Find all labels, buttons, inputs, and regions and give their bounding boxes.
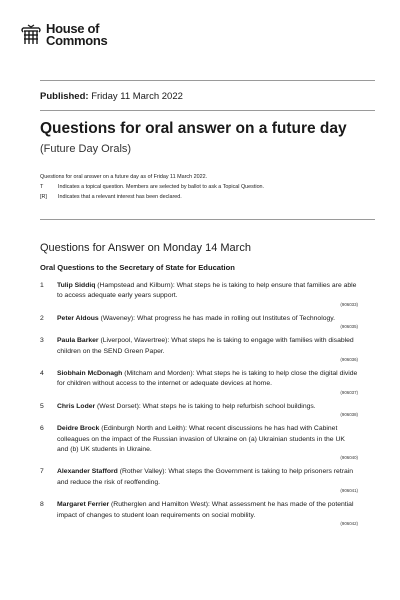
- member-name: Deidre Brock: [57, 425, 100, 433]
- questions-list: [40, 281, 358, 533]
- question-body: [57, 314, 358, 330]
- question-text: What steps he is taking to engage with families with disabled children on the SEND Green Paper.: [57, 337, 354, 355]
- question-body: [57, 467, 358, 494]
- document-title: Questions for oral answer on a future day: [40, 120, 347, 137]
- question-text: What progress he has made in rolling out Institutes of Technology.: [136, 314, 336, 322]
- question-text: What steps the Government is taking to help prisoners retrain and reduce the risk of reoffending.: [57, 468, 354, 486]
- member-constituency: (Edinburgh North and Leith):: [101, 425, 187, 433]
- member-constituency: (Rother Valley):: [119, 468, 167, 476]
- question-item: [40, 467, 358, 494]
- logo-wordmark: [46, 23, 107, 47]
- logo-line-2: Commons: [46, 33, 108, 48]
- question-body: [57, 369, 358, 396]
- divider: [40, 219, 375, 220]
- member-constituency: (Hampstead and Kilburn):: [97, 282, 175, 289]
- question-number: 1: [40, 282, 44, 289]
- logo-line-1: House of: [46, 21, 100, 36]
- question-item: [40, 424, 358, 461]
- section-heading: Questions for Answer on Monday 14 March: [40, 242, 251, 254]
- member-name: Peter Aldous: [57, 314, 99, 322]
- question-item: [40, 402, 358, 418]
- section-subheading: Oral Questions to the Secretary of State for Education: [40, 263, 235, 272]
- member-name: Paula Barker: [57, 337, 99, 345]
- house-of-commons-logo: [20, 23, 107, 47]
- question-body: [57, 500, 358, 527]
- question-reference: (906042): [340, 521, 358, 527]
- question-number: 8: [40, 501, 44, 509]
- intro-text: Questions for oral answer on a future day as of Friday 11 March 2022.: [40, 174, 208, 180]
- question-text: What recent discussions he has had with Cabinet colleagues on the impact of the Russian invasion of Ukraine on (a) Ukrainian students in the UK and (b) UK students in Ukraine.: [57, 425, 345, 454]
- question-reference: (906036): [340, 357, 358, 363]
- member-constituency: (West Dorset):: [97, 402, 141, 410]
- published-label: Published:: [40, 91, 89, 102]
- question-text: What assessment he has made of the potential impact of changes to student loan requirements on social mobility.: [57, 501, 354, 519]
- member-constituency: (Mitcham and Morden):: [124, 370, 195, 378]
- question-item: [40, 500, 358, 527]
- member-constituency: (Waveney):: [100, 314, 136, 322]
- question-number: 7: [40, 468, 44, 476]
- member-name: Chris Loder: [57, 402, 96, 410]
- question-reference: (906040): [340, 455, 358, 461]
- member-constituency: (Liverpool, Wavertree):: [100, 337, 170, 345]
- question-reference: (906035): [340, 324, 358, 330]
- question-body: [57, 281, 358, 308]
- key-symbol: [R]: [40, 194, 47, 200]
- question-reference: (906033): [340, 301, 358, 307]
- member-name: Siobhain McDonagh: [57, 370, 123, 378]
- question-body: [57, 336, 358, 363]
- published-date: Friday 11 March 2022: [91, 91, 183, 102]
- question-number: 4: [40, 370, 44, 378]
- member-name: Tulip Siddiq: [57, 282, 96, 289]
- question-reference: (906041): [340, 488, 358, 494]
- question-reference: (906038): [340, 412, 358, 418]
- key-line: [40, 192, 370, 202]
- intro-notes: [40, 172, 370, 202]
- question-item: [40, 281, 358, 308]
- question-text: What steps he is taking to help close the digital divide for children without access to the internet or adequate devices at home.: [57, 370, 358, 388]
- key-line: [40, 182, 370, 192]
- question-number: 3: [40, 337, 44, 345]
- question-reference: (906037): [340, 389, 358, 395]
- question-body: [57, 424, 358, 461]
- divider: [40, 110, 375, 111]
- question-item: [40, 369, 358, 396]
- divider: [40, 80, 375, 81]
- question-text: What steps he is taking to help refurbish school buildings.: [142, 402, 316, 410]
- question-item: [40, 314, 358, 330]
- key-symbol: T: [40, 184, 44, 190]
- question-number: 2: [40, 314, 44, 322]
- member-name: Margaret Ferrier: [57, 501, 110, 509]
- question-number: 6: [40, 425, 44, 433]
- question-number: 5: [40, 402, 44, 410]
- key-text: Indicates a topical question. Members are selected by ballot to ask a Topical Question.: [58, 184, 265, 190]
- portcullis-icon: [20, 24, 42, 46]
- question-text: What steps he is taking to help ensure that families are able to access adequate early years support.: [57, 282, 357, 300]
- member-constituency: (Rutherglen and Hamilton West):: [111, 501, 210, 509]
- question-item: [40, 336, 358, 363]
- question-body: [57, 402, 358, 418]
- key-text: Indicates that a relevant interest has been declared.: [58, 194, 182, 200]
- member-name: Alexander Stafford: [57, 468, 118, 476]
- document-subtitle: (Future Day Orals): [40, 143, 132, 155]
- published-line: [40, 91, 183, 102]
